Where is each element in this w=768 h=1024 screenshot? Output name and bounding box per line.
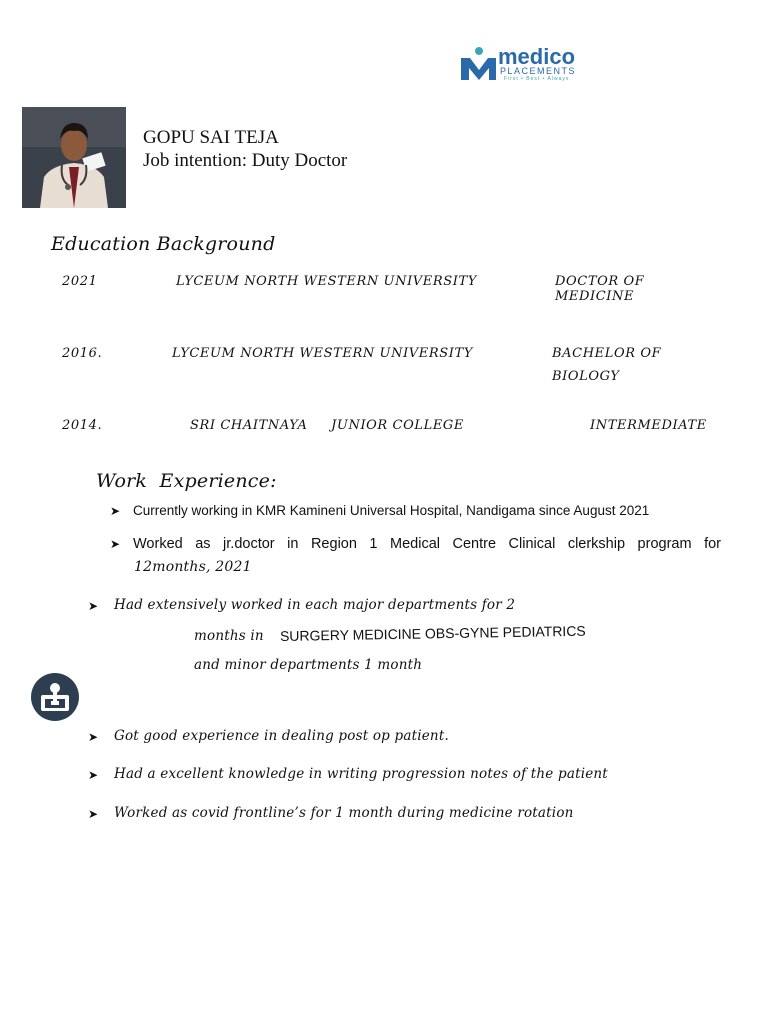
arrowhead-bullet-icon: ➤ (110, 504, 121, 518)
arrowhead-bullet-icon: ➤ (88, 807, 99, 821)
medico-m-icon (458, 46, 498, 82)
edu-degree: INTERMEDIATE (590, 418, 707, 433)
edu-year: 2016. (62, 346, 103, 361)
work-item: Had extensively worked in each major departments for 2 (114, 597, 516, 613)
logo-subtitle: PLACEMENTS (500, 66, 577, 76)
edu-school: LYCEUM NORTH WESTERN UNIVERSITY (176, 274, 477, 289)
candidate-name: GOPU SAI TEJA (143, 127, 279, 148)
education-heading: Education Background (51, 233, 276, 255)
edu-degree: BACHELOR OF (552, 346, 662, 361)
job-intention: Job intention: Duty Doctor (143, 150, 348, 171)
arrowhead-bullet-icon: ➤ (88, 768, 99, 782)
logo-tagline: First • Best • Always (504, 76, 570, 82)
edu-school: LYCEUM NORTH WESTERN UNIVERSITY (172, 346, 473, 361)
doctor-badge-icon (31, 673, 79, 721)
arrowhead-bullet-icon: ➤ (88, 730, 99, 744)
arrowhead-bullet-icon: ➤ (88, 599, 99, 613)
edu-degree: MEDICINE (555, 289, 635, 304)
medico-placements-logo (458, 44, 588, 84)
edu-degree: DOCTOR OF (555, 274, 645, 289)
edu-year: 2021 (62, 274, 98, 289)
profile-photo (22, 107, 126, 208)
work-item: Had a excellent knowledge in writing progression notes of the patient (114, 766, 608, 782)
work-item-continuation: 12months, 2021 (134, 559, 252, 575)
edu-school: SRI CHAITNAYA JUNIOR COLLEGE (190, 418, 464, 433)
departments-list: SURGERY MEDICINE OBS-GYNE PEDIATRICS (279, 622, 586, 644)
work-item-continuation: months in (194, 628, 264, 644)
work-item: Got good experience in dealing post op patient. (114, 728, 449, 744)
work-item: Worked as jr.doctor in Region 1 Medical Centre Clinical clerkship program for (133, 536, 721, 552)
edu-year: 2014. (62, 418, 103, 433)
logo-word: medico (498, 44, 576, 69)
work-item: Currently working in KMR Kamineni Universal Hospital, Nandigama since August 2021 (133, 503, 650, 518)
arrowhead-bullet-icon: ➤ (110, 537, 121, 551)
edu-degree: BIOLOGY (552, 369, 620, 384)
work-item-continuation: and minor departments 1 month (194, 657, 423, 673)
work-item: Worked as covid frontline’s for 1 month during medicine rotation (114, 805, 574, 821)
work-heading: Work Experience: (96, 470, 277, 492)
